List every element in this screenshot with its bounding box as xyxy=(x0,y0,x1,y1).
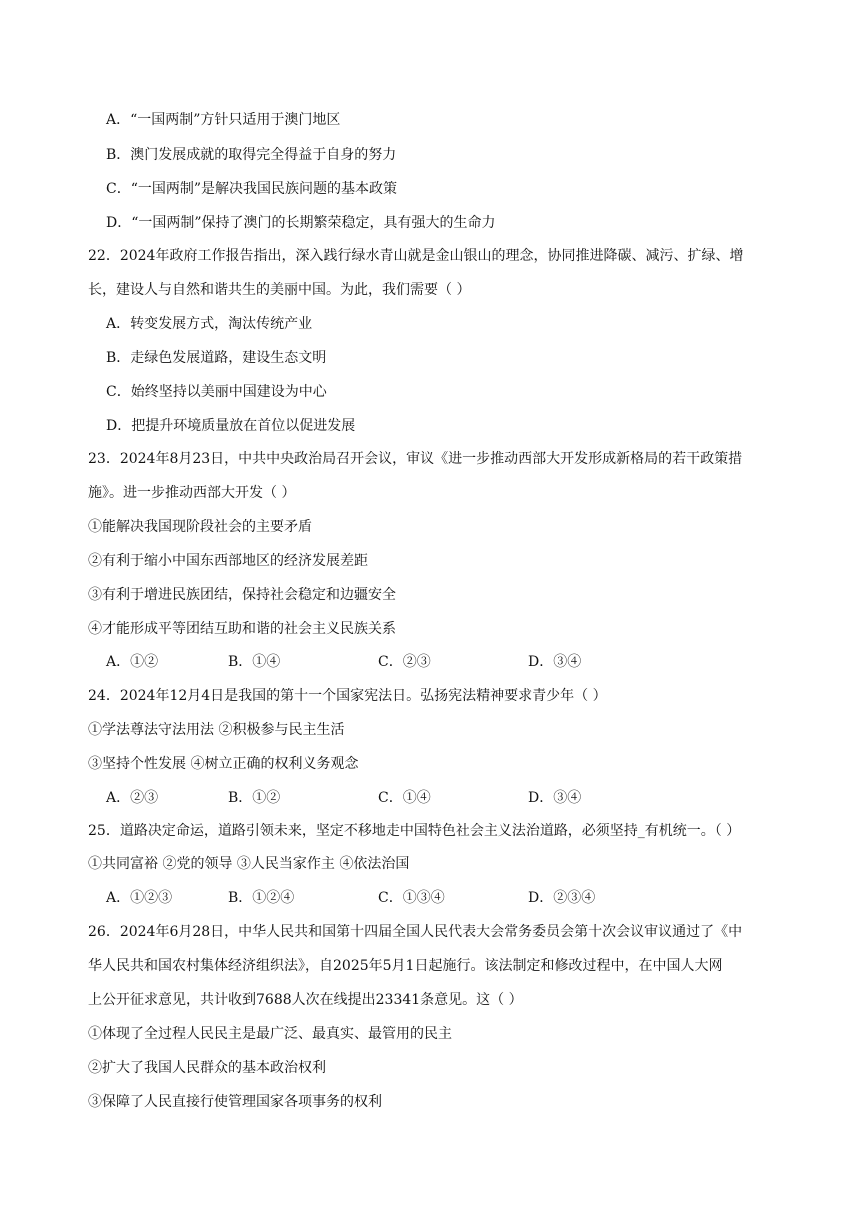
q22-option-d: D．把提升环境质量放在首位以促进发展 xyxy=(106,418,356,434)
q25-choice-a: A．①②③ xyxy=(106,890,173,906)
q22-option-a: A．转变发展方式，淘汰传统产业 xyxy=(106,316,313,332)
q21-option-a: A．“一国两制”方针只适用于澳门地区 xyxy=(106,112,341,128)
q22-stem-line-2: 长，建设人与自然和谐共生的美丽中国。为此，我们需要（ ） xyxy=(88,282,471,298)
q23-choices xyxy=(0,652,860,672)
q24-choice-b: B．①② xyxy=(228,790,281,806)
q23-item-3: ③有利于增进民族团结，保持社会稳定和边疆安全 xyxy=(88,587,396,603)
q21-option-b: B．澳门发展成就的取得完全得益于自身的努力 xyxy=(106,147,397,163)
q21-option-d: D．“一国两制”保持了澳门的长期繁荣稳定，具有强大的生命力 xyxy=(106,215,496,231)
q24-items-line-1: ①学法尊法守法用法 ②积极参与民主生活 xyxy=(88,722,345,738)
q25-choice-b: B．①②④ xyxy=(228,890,295,906)
q24-choice-d: D．③④ xyxy=(528,790,582,806)
q23-item-2: ②有利于缩小中国东西部地区的经济发展差距 xyxy=(88,553,368,569)
q23-item-4: ④才能形成平等团结互助和谐的社会主义民族关系 xyxy=(88,621,396,637)
q23-stem-line-2: 施》。进一步推动西部大开发（ ） xyxy=(88,485,296,501)
q23-item-1: ①能解决我国现阶段社会的主要矛盾 xyxy=(88,519,312,535)
q22-option-b: B．走绿色发展道路，建设生态文明 xyxy=(106,350,327,366)
q24-choices xyxy=(0,788,860,808)
q22-option-c: C．始终坚持以美丽中国建设为中心 xyxy=(106,384,327,400)
q24-choice-c: C．①④ xyxy=(378,790,431,806)
q25-stem: 25．道路决定命运，道路引领未来，坚定不移地走中国特色社会主义法治道路，必须坚持_有机统一。（ ） xyxy=(88,823,741,839)
q26-item-2: ②扩大了我国人民群众的基本政治权利 xyxy=(88,1060,326,1076)
q26-stem-line-1: 26．2024年6月28日，中华人民共和国第十四届全国人民代表大会常务委员会第十次会议审议通过了《中 xyxy=(88,924,743,940)
q26-stem-line-2: 华人民共和国农村集体经济组织法》，自2025年5月1日起施行。该法制定和修改过程中，在中国人大网 xyxy=(88,958,723,974)
q25-choices xyxy=(0,888,860,908)
q26-item-1: ①体现了全过程人民民主是最广泛、最真实、最管用的民主 xyxy=(88,1026,452,1042)
q23-choice-c: C．②③ xyxy=(378,654,431,670)
q23-choice-d: D．③④ xyxy=(528,654,582,670)
q23-choice-b: B．①④ xyxy=(228,654,281,670)
q23-choice-a: A．①② xyxy=(106,654,159,670)
q21-option-c: C．“一国两制”是解决我国民族问题的基本政策 xyxy=(106,181,398,197)
q24-stem: 24．2024年12月4日是我国的第十一个国家宪法日。弘扬宪法精神要求青少年（ ） xyxy=(88,688,607,704)
q26-stem-line-3: 上公开征求意见，共计收到7688人次在线提出23341条意见。这（ ） xyxy=(88,992,523,1008)
q24-choice-a: A．②③ xyxy=(106,790,159,806)
q25-choice-d: D．②③④ xyxy=(528,890,596,906)
q22-stem-line-1: 22．2024年政府工作报告指出，深入践行绿水青山就是金山银山的理念，协同推进降碳、减污、扩绿、增 xyxy=(88,248,744,264)
q23-stem-line-1: 23．2024年8月23日，中共中央政治局召开会议，审议《进一步推动西部大开发形成新格局的若干政策措 xyxy=(88,451,743,467)
q26-item-3: ③保障了人民直接行使管理国家各项事务的权利 xyxy=(88,1094,382,1110)
q24-items-line-2: ③坚持个性发展 ④树立正确的权利义务观念 xyxy=(88,756,359,772)
q25-items: ①共同富裕 ②党的领导 ③人民当家作主 ④依法治国 xyxy=(88,856,410,872)
q25-choice-c: C．①③④ xyxy=(378,890,445,906)
